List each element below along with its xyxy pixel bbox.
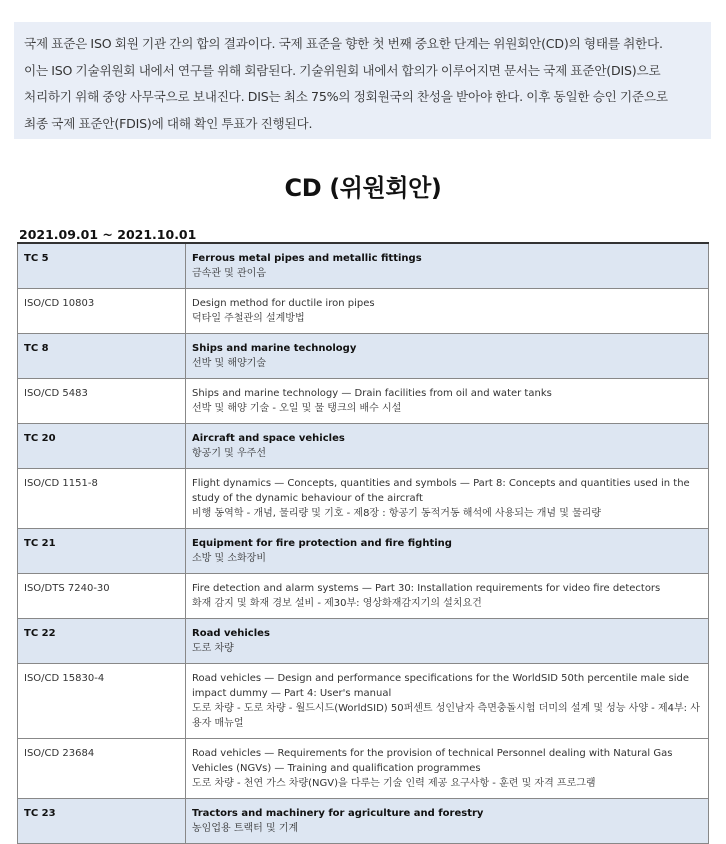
standard-row [18,379,709,424]
description-cell [186,469,709,529]
standard-row [18,574,709,619]
standard-number: ISO/CD 23684 [18,739,186,799]
date-range: 2021.09.01 ~ 2021.10.01 [19,227,197,242]
committee-row [18,619,709,664]
english-title: Ships and marine technology — Drain facilities from oil and water tanks [192,388,552,399]
korean-title: 항공기 및 우주선 [192,448,266,459]
standard-number: ISO/CD 5483 [18,379,186,424]
description-cell [186,574,709,619]
standard-row [18,469,709,529]
english-title: Ferrous metal pipes and metallic fittings [192,253,422,264]
korean-title: 화재 감지 및 화재 경보 설비 - 제30부: 영상화재감지기의 설치요건 [192,598,482,609]
korean-title: 농임업용 트랙터 및 기계 [192,823,299,834]
korean-title: 소방 및 소화장비 [192,553,266,564]
english-title: Aircraft and space vehicles [192,433,345,444]
english-title: Equipment for fire protection and fire fighting [192,538,452,549]
english-title: Road vehicles [192,628,270,639]
english-title: Design method for ductile iron pipes [192,298,375,309]
description-cell [186,379,709,424]
intro-line: 최종 국제 표준안(FDIS)에 대해 확인 투표가 진행된다. [24,115,313,131]
committee-code: TC 20 [18,424,186,469]
english-title: Road vehicles — Requirements for the provision of technical Personnel dealing with Natural Gas Vehicles (NGVs) — Training and qualification programmes [192,748,673,774]
committee-row [18,334,709,379]
committee-code: TC 5 [18,243,186,289]
intro-line: 처리하기 위해 중앙 사무국으로 보내진다. DIS는 최소 75%의 정회원국의 찬성을 받아야 한다. 이후 동일한 승인 기준으로 [24,89,668,104]
committee-row [18,424,709,469]
description-cell [186,619,709,664]
english-title: Tractors and machinery for agriculture and forestry [192,808,484,819]
description-cell [186,529,709,574]
korean-title: 도로 차량 - 도로 차량 - 월드시드(WorldSID) 50퍼센트 성인남자 측면충돌시험 더미의 설계 및 성능 사양 - 제4부: 사용자 매뉴얼 [192,703,700,729]
committee-row [18,529,709,574]
standard-number: ISO/CD 15830-4 [18,664,186,739]
standard-row [18,739,709,799]
committee-code: TC 23 [18,799,186,844]
standard-row [18,289,709,334]
standard-number: ISO/CD 1151-8 [18,469,186,529]
committee-code: TC 21 [18,529,186,574]
korean-title: 덕타일 주철관의 설계방법 [192,313,305,324]
committee-row [18,799,709,844]
intro-line: 이는 ISO 기술위원회 내에서 연구를 위해 회람된다. 기술위원회 내에서 합의가 이루어지면 문서는 국제 표준안(DIS)으로 [24,62,661,78]
committee-code: TC 8 [18,334,186,379]
english-title: Fire detection and alarm systems — Part 30: Installation requirements for video fire detectors [192,583,661,594]
korean-title: 선박 및 해양 기술 - 오일 및 물 탱크의 배수 시설 [192,403,402,414]
standard-row [18,664,709,739]
standards-table [17,242,709,844]
committee-row [18,243,709,289]
description-cell [186,739,709,799]
description-cell [186,334,709,379]
standard-number: ISO/DTS 7240-30 [18,574,186,619]
intro-box [14,22,711,139]
description-cell [186,243,709,289]
page-title: CD (위원회안) [284,174,442,202]
standard-number: ISO/CD 10803 [18,289,186,334]
korean-title: 선박 및 해양기술 [192,358,266,369]
description-cell [186,799,709,844]
intro-line: 국제 표준은 ISO 회원 기관 간의 합의 결과이다. 국제 표준을 향한 첫 번째 중요한 단계는 위원회안(CD)의 형태를 취한다. [24,36,663,51]
korean-title: 금속관 및 관이음 [192,268,266,279]
standards-table-body [18,243,709,844]
description-cell [186,664,709,739]
korean-title: 비행 동역학 - 개념, 물리량 및 기호 - 제8장 : 항공기 동적거동 해석에 사용되는 개념 및 물리량 [192,508,602,519]
committee-code: TC 22 [18,619,186,664]
korean-title: 도로 차량 [192,643,234,654]
description-cell [186,289,709,334]
korean-title: 도로 차량 - 천연 가스 차량(NGV)을 다루는 기술 인력 제공 요구사항 - 훈련 및 자격 프로그램 [192,778,596,789]
english-title: Ships and marine technology [192,343,357,354]
english-title: Road vehicles — Design and performance specifications for the WorldSID 50th percentile male side impact dummy — Part 4: User's manual [192,673,689,699]
description-cell [186,424,709,469]
english-title: Flight dynamics — Concepts, quantities and symbols — Part 8: Concepts and quantities used in the study of the dynamic behaviour of the aircraft [192,478,690,504]
